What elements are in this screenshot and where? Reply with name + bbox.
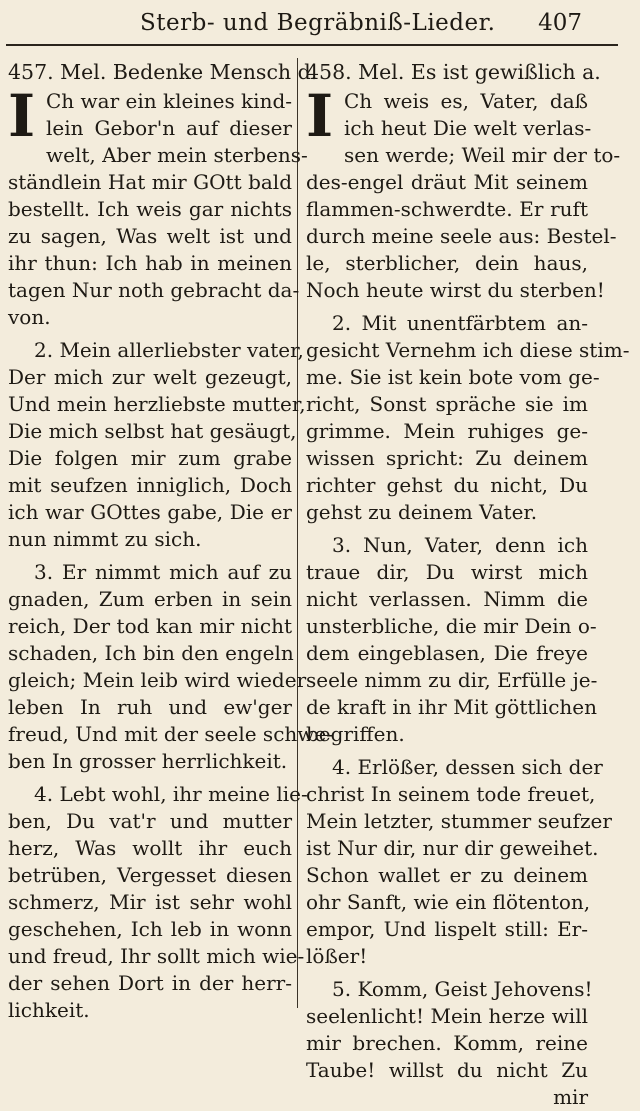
text-line: ich heut Die welt verlas- [344, 116, 592, 140]
text-line: schmerz, Mir ist sehr wohl [8, 890, 292, 914]
text-line: ihr thun: Ich hab in meinen [8, 251, 292, 275]
text-line: ist Nur dir, nur dir geweihet. [306, 836, 599, 860]
text-line: tagen Nur noth gebracht da- [8, 278, 300, 302]
text-line: Ch war ein kleines kind- [46, 89, 293, 113]
text-line: gesicht Vernehm ich diese stim- [306, 338, 630, 362]
text-line: der sehen Dort in der herr- [8, 971, 292, 995]
text-line: Der mich zur welt gezeugt, [8, 365, 292, 389]
text-line: grimme. Mein ruhiges ge- [306, 419, 588, 443]
text-line: Ch weis es, Vater, daß [344, 89, 588, 113]
text-line: durch meine seele aus: Bestel- [306, 224, 617, 248]
hymn-458-stanza-3 [306, 532, 598, 748]
text-line: unsterbliche, die mir Dein o- [306, 614, 597, 638]
text-line: reich, Der tod kan mir nicht [8, 614, 292, 638]
text-line: lein Gebor'n auf dieser [46, 116, 292, 140]
text-line: 2. Mit unentfärbtem an- [332, 311, 588, 335]
page-number: 407 [538, 10, 582, 36]
hymn-458-heading: 458. Mel. Es ist gewißlich a. [306, 60, 601, 84]
text-line: mit seufzen inniglich, Doch [8, 473, 292, 497]
text-line: richter gehst du nicht, Du [306, 473, 588, 497]
catchword: mir [553, 1085, 588, 1109]
text-line: Schon wallet er zu deinem [306, 863, 588, 887]
running-title: Sterb- und Begräbniß-Lieder. [140, 10, 496, 36]
text-line: sen werde; Weil mir der to- [344, 143, 621, 167]
column-divider [297, 58, 298, 1008]
text-line: leben In ruh und ew'ger [8, 695, 292, 719]
hymn-458-stanza-5 [306, 976, 593, 1111]
text-line: me. Sie ist kein bote vom ge- [306, 365, 600, 389]
text-line: 2. Mein allerliebster vater, [34, 338, 304, 362]
text-line: le, sterblicher, dein haus, [306, 251, 588, 275]
hymn-457-stanza-2 [8, 337, 306, 553]
text-line: nun nimmt zu sich. [8, 527, 202, 551]
text-line: Taube! willst du nicht Zu [306, 1058, 588, 1082]
text-line: gehst zu deinem Vater. [306, 500, 538, 524]
right-column [306, 58, 630, 1111]
hymn-457-opening [8, 82, 293, 150]
text-line: zu sagen, Was welt ist und [8, 224, 292, 248]
text-line: schaden, Ich bin den engeln [8, 641, 294, 665]
text-line: lößer! [306, 944, 368, 968]
text-line: Die folgen mir zum grabe [8, 446, 292, 470]
text-line: Die mich selbst hat gesäugt, [8, 419, 297, 443]
text-line: flammen-schwerdte. Er ruft [306, 197, 588, 221]
text-line: Mein letzter, stummer seufzer [306, 809, 612, 833]
text-line: nicht verlassen. Nimm die [306, 587, 588, 611]
text-line: ben In grosser herrlichkeit. [8, 749, 288, 773]
hymn-457-dropcap: I [8, 82, 36, 150]
text-line: ich war GOttes gabe, Die er [8, 500, 292, 524]
text-line: und freud, Ihr sollt mich wie- [8, 944, 305, 968]
text-line: gleich; Mein leib wird wieder [8, 668, 307, 692]
text-line: 4. Lebt wohl, ihr meine lie- [34, 782, 308, 806]
text-line: ben, Du vat'r und mutter [8, 809, 292, 833]
text-line: 4. Erlößer, dessen sich der [332, 755, 603, 779]
text-line: Und mein herzliebste mutter, [8, 392, 306, 416]
text-line: Noch heute wirst du sterben! [306, 278, 605, 302]
text-line: lichkeit. [8, 998, 90, 1022]
text-line: herz, Was wollt ihr euch [8, 836, 292, 860]
text-line: richt, Sonst spräche sie im [306, 392, 588, 416]
text-line: 3. Nun, Vater, denn ich [332, 533, 588, 557]
text-line: des-engel dräut Mit seinem [306, 170, 588, 194]
text-line: von. [8, 305, 51, 329]
left-column [8, 58, 333, 1024]
header-rule [6, 44, 618, 46]
text-line: begriffen. [306, 722, 405, 746]
text-line: bestellt. Ich weis gar nichts [8, 197, 292, 221]
text-line: wissen spricht: Zu deinem [306, 446, 588, 470]
text-line: seelenlicht! Mein herze will [306, 1004, 588, 1028]
hymn-458-opening [306, 82, 592, 150]
text-line: traue dir, Du wirst mich [306, 560, 588, 584]
text-line: mir brechen. Komm, reine [306, 1031, 588, 1055]
hymn-457-stanza-3 [8, 559, 333, 775]
text-line: seele nimm zu dir, Erfülle je- [306, 668, 598, 692]
text-line: geschehen, Ich leb in wonn [8, 917, 292, 941]
text-line: ständlein Hat mir GOtt bald [8, 170, 292, 194]
text-line: betrüben, Vergesset diesen [8, 863, 292, 887]
hymn-457-stanza-1 [8, 142, 308, 331]
hymn-458-stanza-1 [306, 142, 621, 304]
running-header [0, 8, 640, 40]
text-line: 3. Er nimmt mich auf zu [34, 560, 292, 584]
hymn-458-stanza-4 [306, 754, 612, 970]
hymn-458-dropcap: I [306, 82, 334, 150]
hymn-457-heading: 457. Mel. Bedenke Mensch d. [8, 60, 318, 84]
hymn-458-stanza-2 [306, 310, 630, 526]
text-line: ohr Sanft, wie ein flötenton, [306, 890, 591, 914]
text-line: welt, Aber mein sterbens- [46, 143, 308, 167]
text-line: de kraft in ihr Mit göttlichen [306, 695, 598, 719]
text-line: gnaden, Zum erben in sein [8, 587, 292, 611]
text-line: freud, Und mit der seele schwe- [8, 722, 333, 746]
text-line: dem eingeblasen, Die freye [306, 641, 588, 665]
text-line: 5. Komm, Geist Jehovens! [332, 977, 593, 1001]
hymn-457-stanza-4 [8, 781, 308, 1024]
text-line: christ In seinem tode freuet, [306, 782, 596, 806]
text-line: empor, Und lispelt still: Er- [306, 917, 588, 941]
